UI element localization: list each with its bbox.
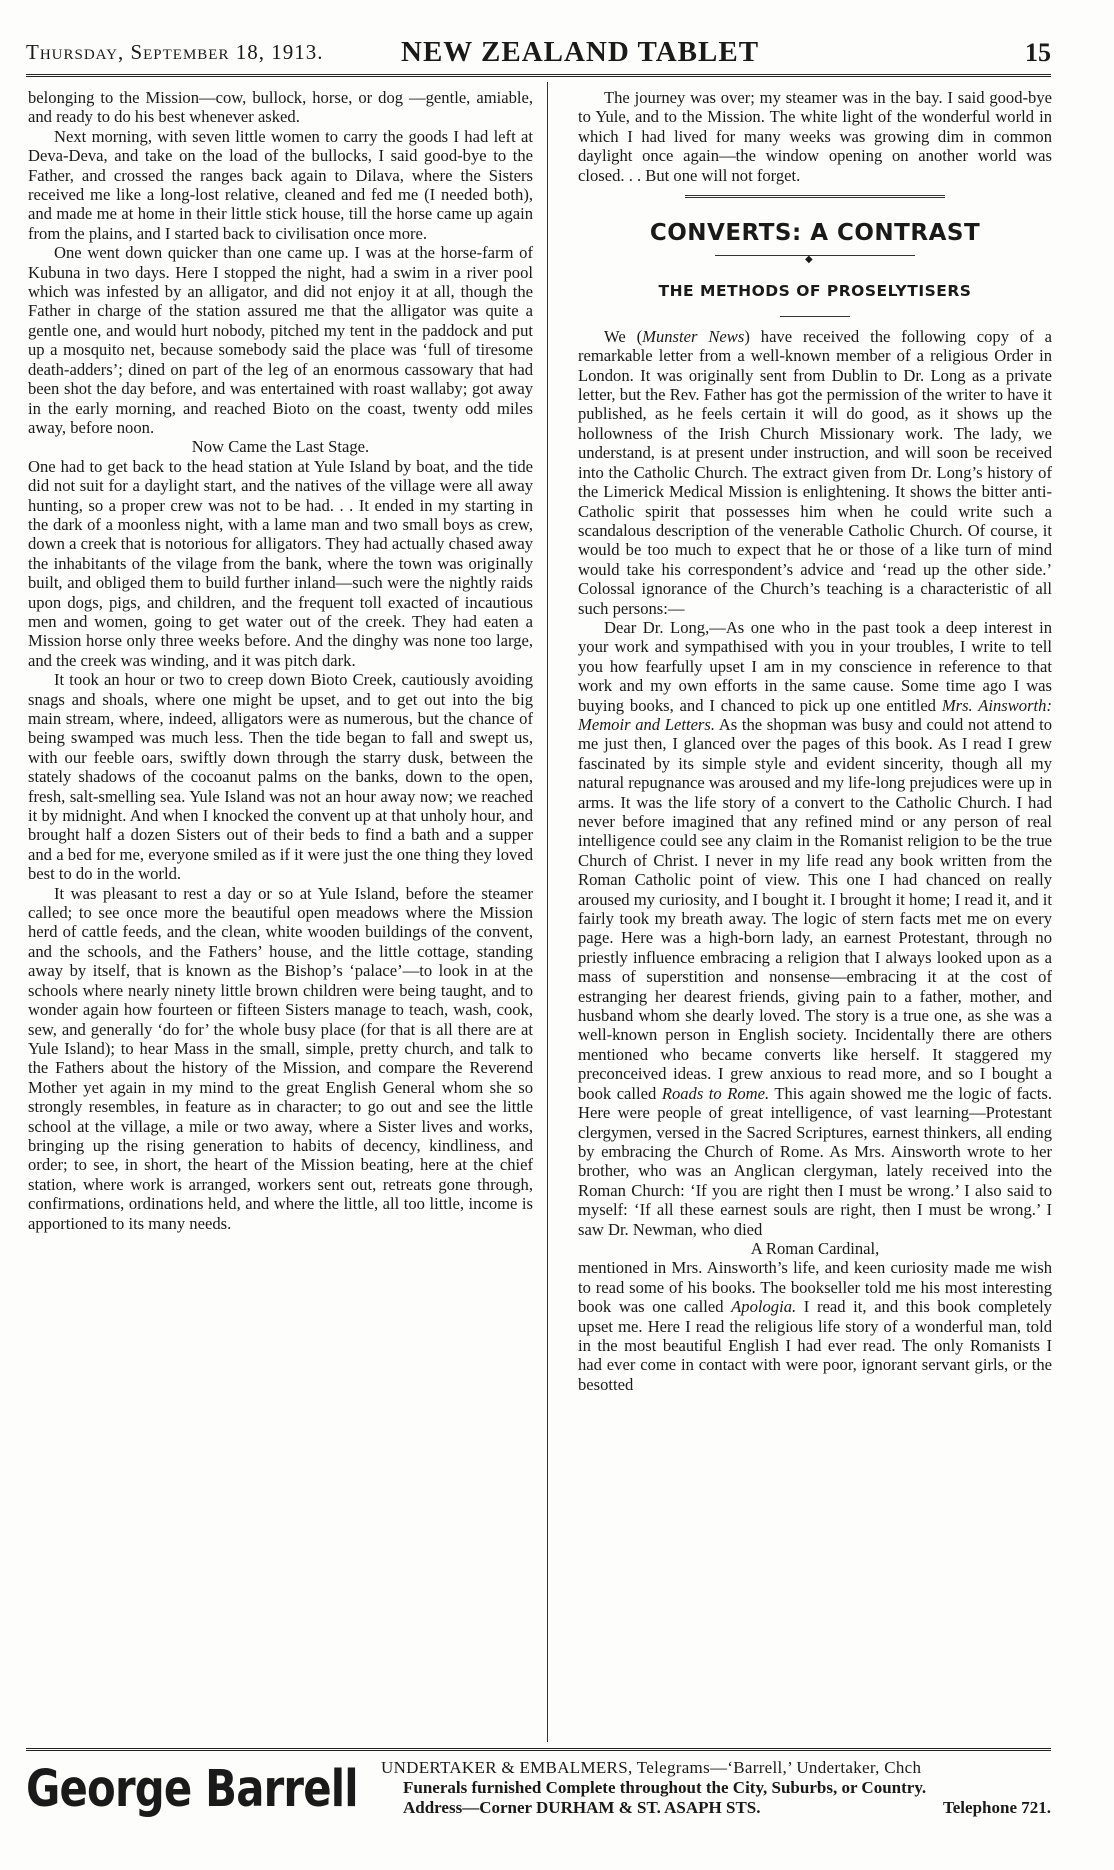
ornament-rule <box>715 255 915 268</box>
section-subheading: Now Came the Last Stage. <box>191 437 370 457</box>
advert-text <box>381 1758 1051 1818</box>
right-column <box>578 88 1052 1738</box>
paragraph: mentioned in Mrs. Ainsworth’s life, and keen curiosity made me wish to read some of his books. The bookseller told me his most interesting book was one called Apologia. I read it, and this book completely upset me. Here I read the religious life story of a wonderful man, told in the most beautiful English I had ever read. The only Romanists I had ever come in contact with were poor, ignorant servant girls, or the besotted <box>578 1258 1052 1394</box>
left-column <box>28 88 533 1738</box>
footer-rule <box>26 1748 1051 1751</box>
advert-telephone: Telephone 721. <box>942 1798 1051 1817</box>
issue-date: Thursday, September 18, 1913. <box>26 40 324 64</box>
section-subheading: A Roman Cardinal, <box>750 1238 880 1258</box>
masthead <box>26 36 1051 72</box>
column-divider <box>547 82 548 1742</box>
masthead-rule <box>26 74 1051 77</box>
paragraph: One went down quicker than one came up. I was at the horse-farm of Kubuna in two days. Here I stopped the night, had a swim in a river pool which was infested by an alligator, and did not enjoy it at all, though the Father in charge of the station assured me that the alligator was quite a gentle one, and would hurt nobody, pitched my tent in the paddock and put up a mosquito net, because somebody said the place was ‘full of tiresome death-adders’; dined on part of the leg of an enormous cassowary that had been shot the day before, and was entertained with roast wallaby; got away in the early morning, and reached Bioto on the coast, twenty odd miles away, before noon. <box>28 243 533 437</box>
source-name: Munster News <box>642 326 745 346</box>
paragraph: It took an hour or two to creep down Bioto Creek, cautiously avoiding snags and shoals, where one might be upset, and to get out into the big main stream, where, indeed, alligators were as numerous, but the chance of being swamped was much less. Then the tide began to fall and swept us, with our feeble oars, swiftly down through the starry dusk, between the stately shadows of the cocoanut palms on the banks, down to the open, fresh, salt-smelling sea. Yule Island was not an hour away now; we reached it by midnight. And when I knocked the convent up at that unholy hour, and brought half a dozen Sisters out of their beds to find a bath and a supper and a bed for me, everyone smiled as if it were just the one thing they loved best to do in the world. <box>28 670 533 884</box>
advert-line: Funerals furnished Complete throughout the City, Suburbs, or Country. <box>403 1778 927 1797</box>
article-separator <box>685 195 945 198</box>
paragraph: Next morning, with seven little women to carry the goods I had left at Deva-Deva, and take on the load of the bullocks, I said good-bye to the Father, and crossed the ranges back again to Dilava, where the Sisters received me like a long-lost relative, cleaned and fed me (I needed both), and made me at home in their little stick house, till the horse came up again from the plains, and I started back to civilisation once more. <box>28 126 533 243</box>
paragraph: belonging to the Mission—cow, bullock, horse, or dog —gentle, amiable, and ready to do his best whenever asked. <box>28 88 533 127</box>
paragraph: One had to get back to the head station at Yule Island by boat, and the tide did not suit for a daylight start, and the natives of the village were all away hunting, so a proper crew was not to be had. . . It ended in my starting in the dark of a moonless night, with a lame man and two small boys as crew, down a creek that is notorious for alligators. They had actually chased away the inhabitants of the vilage from the bank, where the town was originally built, and obliged them to build further inland—such were the nightly raids upon dogs, pigs, and children, and the frequent toll exacted of incautious men and women, going to get water out of the creek. They had eaten a Mission horse only three weeks before. And the dinghy was none too large, and the creek was winding, and it was pitch dark. <box>28 456 533 670</box>
page-number: 15 <box>1025 38 1051 67</box>
book-title: Roads to Rome. <box>661 1083 770 1103</box>
advertiser-name: George Barrell <box>26 1760 358 1819</box>
advert-line: UNDERTAKER & EMBALMERS, Telegrams—‘Barrell,’ Undertaker, Chch <box>381 1758 922 1777</box>
article-headline: CONVERTS: A CONTRAST <box>649 220 981 247</box>
advert-address: Address—Corner DURHAM & ST. ASAPH STS. Telephone 721. <box>403 1798 1051 1817</box>
diamond-ornament-icon: ◆ <box>805 254 813 266</box>
paragraph: We (Munster News) have received the following copy of a remarkable letter from a well-known member of a religious Order in London. It was originally sent from Dublin to Dr. Long as a private letter, but the Rev. Father has got the permission of the writer to have it published, as he feels certain it will do good, as it shows up the hollowness of the Irish Church Missionary work. The lady, we understand, is at present under instruction, and will soon be received into the Catholic Church. The extract given from Dr. Long’s history of the Limerick Medical Mission is enlightening. It shows the bitter anti-Catholic spirit that possesses him when he could write such a scandalous description of the venerable Catholic Church. Of course, it would be too much to expect that he or those of a like turn of mind would take his correspondent’s advice and ‘read up the other side.’ Colossal ignorance of the Church’s teaching is a characteristic of all such persons:— <box>578 326 1052 618</box>
article-subhead: THE METHODS OF PROSELYTISERS <box>658 282 972 301</box>
paragraph: It was pleasant to rest a day or so at Yule Island, before the steamer called; to see once more the beautiful open meadows where the Mission herd of cattle feeds, and the clean, white wooden buildings of the convent, and the schools, and the Fathers’ house, and the little cottage, standing away by itself, that is known as the Bishop’s ‘palace’—to look in at the schools where nearly ninety little brown children were being taught, and to wonder again how fourteen or fifteen Sisters manage to teach, wash, cook, sew, and generally ‘do for’ the whole busy place (for that is all there are at Yule Island); to hear Mass in the small, simple, pretty church, and talk to the Fathers about the history of the Mission, and compare the Reverend Mother yet again in my mind to the great English General whom she so strongly resembles, in feature as in character; to go out and see the little school at the village, a mile or two away, where a Sister lives and works, bringing up the rising generation to habits of decency, kindliness, and order; to see, in short, the heart of the Mission beating, here at the chief station, where work is arranged, workers sent out, retreats gone through, confirmations, ordinations held, and where the little, all too little, income is apportioned to its many needs. <box>28 883 533 1233</box>
book-title: Apologia. <box>731 1297 797 1317</box>
paragraph: The journey was over; my steamer was in the bay. I said good-bye to Yule, and to the Mission. The white light of the wonderful world in which I had lived for many weeks was growing dim in common daylight once again—the window opening on another world was closed. . . But one will not forget. <box>578 88 1052 185</box>
advertisement <box>26 1758 1051 1838</box>
short-rule <box>780 316 850 317</box>
book-title: Mrs. Ainsworth: Memoir and Letters. <box>578 695 1052 734</box>
newspaper-title: NEW ZEALAND TABLET <box>401 36 760 68</box>
paragraph: Dear Dr. Long,—As one who in the past took a deep interest in your work and sympathised with you in your troubles, I write to tell you how fearfully upset I am in my conscience in reference to that work and my own efforts in the same cause. Some time ago I was buying books, and I chanced to pick up one entitled Mrs. Ainsworth: Memoir and Letters. As the shopman was busy and could not attend to me just then, I glanced over the pages of this book. As I read I grew fascinated by its simple style and evident sincerity, though all my natural repugnance was aroused and my life-long prejudices were up in arms. It was the life story of a convert to the Catholic Church. I had never before imagined that any refined mind or any person of real intelligence could see any claim in the Romanist religion to be the true Church of Christ. I never in my life read any book written from the Roman Catholic point of view. This one I had chanced on really aroused my curiosity, and I bought it. I brought it home; I read it, and it fairly took my breath away. The logic of stern facts met me on every page. Here was a high-born lady, an earnest Protestant, through no priestly influence embracing a religion that I always looked upon as a mass of superstition and nonsense—embracing it at the cost of estranging her dearest friends, giving pain to a father, mother, and husband whom she dearly loved. The story is a true one, as she was a well-known person in English society. Incidentally there are others mentioned who became converts like herself. It staggered my preconceived ideas. I grew anxious to read more, and so I bought a book called Roads to Rome. This again showed me the logic of facts. Here were people of great intelligence, of vast learning—Protestant clergymen, versed in the Sacred Scriptures, earnest thinkers, all ending by embracing the Church of Rome. As Mrs. Ainsworth wrote to her brother, who was an Anglican clergyman, lately received into the Roman Church: ‘If you are right then I must be wrong.’ I also said to myself: ‘If all these earnest souls are right, then I must be wrong.’ I saw Dr. Newman, who died <box>578 617 1052 1239</box>
